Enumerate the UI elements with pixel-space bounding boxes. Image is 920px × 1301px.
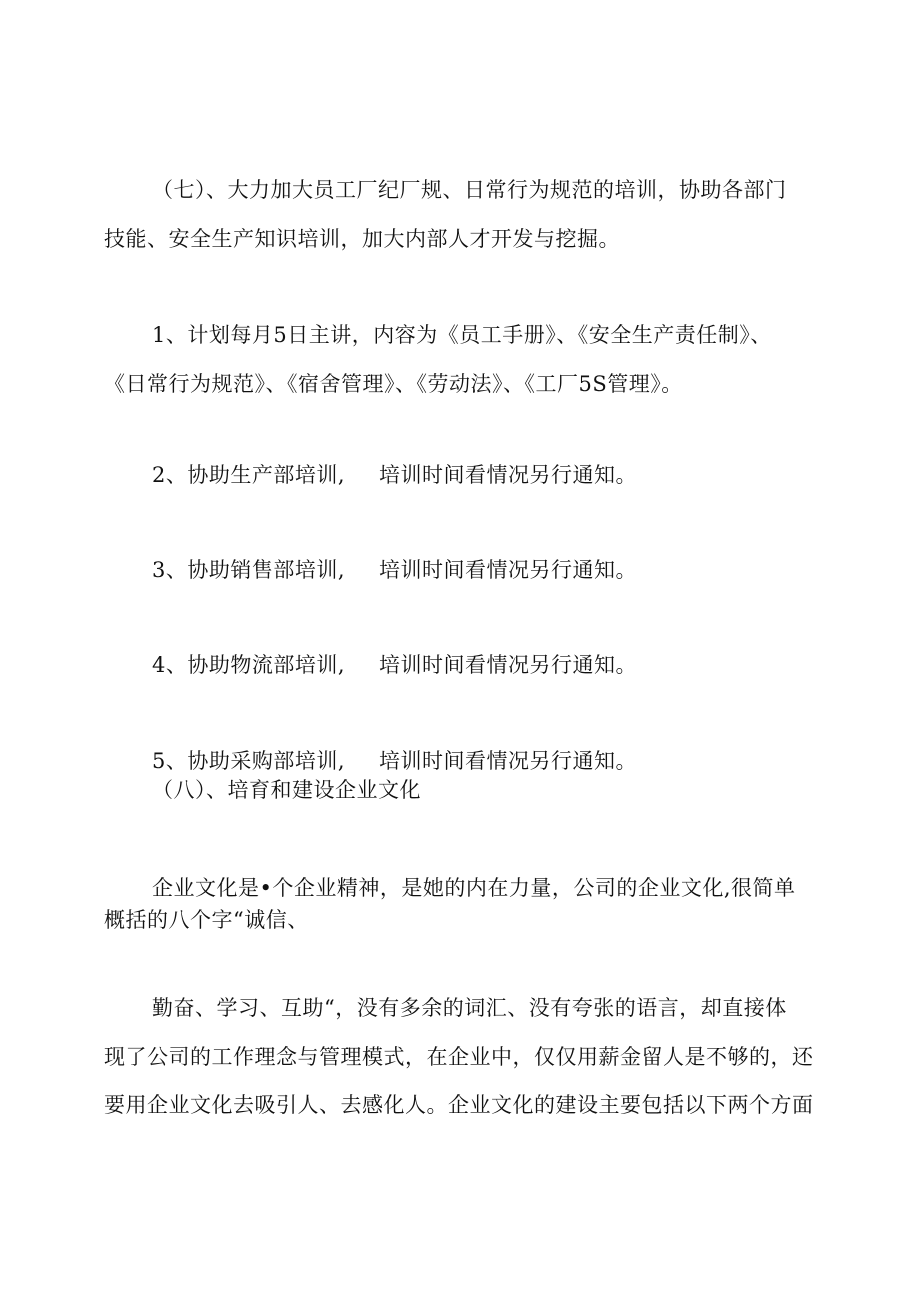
section8-para1-line2: 概括的八个字“诚信、	[104, 908, 309, 932]
section8-para2-line2: 现了公司的工作理念与管理模式，在企业中，仅仅用薪金留人是不够的，还	[104, 1045, 814, 1069]
list-item	[152, 556, 637, 584]
section8-para1-line1: 企业文化是•个企业精神，是她的内在力量，公司的企业文化,很简单	[152, 876, 796, 900]
item-label: 4、协助物流部培训,	[152, 653, 346, 677]
section7-line2: 技能、安全生产知识培训，加大内部人才开发与挖掘。	[104, 227, 620, 251]
item-label: 5、协助采购部培训,	[152, 749, 346, 773]
list-item	[152, 651, 637, 679]
item1-line1: 1、计划每月5日主讲，内容为《员工手册》、《安全生产责任制》、	[152, 323, 772, 347]
item-note: 培训时间看情况另行通知。	[379, 558, 638, 582]
item-label: 2、协助生产部培训,	[152, 463, 346, 487]
list-item	[152, 747, 637, 775]
section8-para2-line1: 勤奋、学习、互助“，没有多余的词汇、没有夸张的语言，却直接体	[152, 996, 787, 1020]
section7-line1: （七）、大力加大员工厂纪厂规、日常行为规范的培训，协助各部门	[152, 178, 787, 202]
item-note: 培训时间看情况另行通知。	[379, 749, 638, 773]
item-note: 培训时间看情况另行通知。	[379, 463, 638, 487]
section8-heading: （八）、培育和建设企业文化	[152, 778, 421, 802]
item-note: 培训时间看情况另行通知。	[379, 653, 638, 677]
section8-para2-line3: 要用企业文化去吸引人、去感化人。企业文化的建设主要包括以下两个方面	[104, 1093, 814, 1117]
list-item	[152, 461, 637, 489]
item1-line2: 《日常行为规范》、《宿舍管理》、《劳动法》、《工厂5S管理》。	[104, 372, 683, 396]
item-label: 3、协助销售部培训,	[152, 558, 346, 582]
